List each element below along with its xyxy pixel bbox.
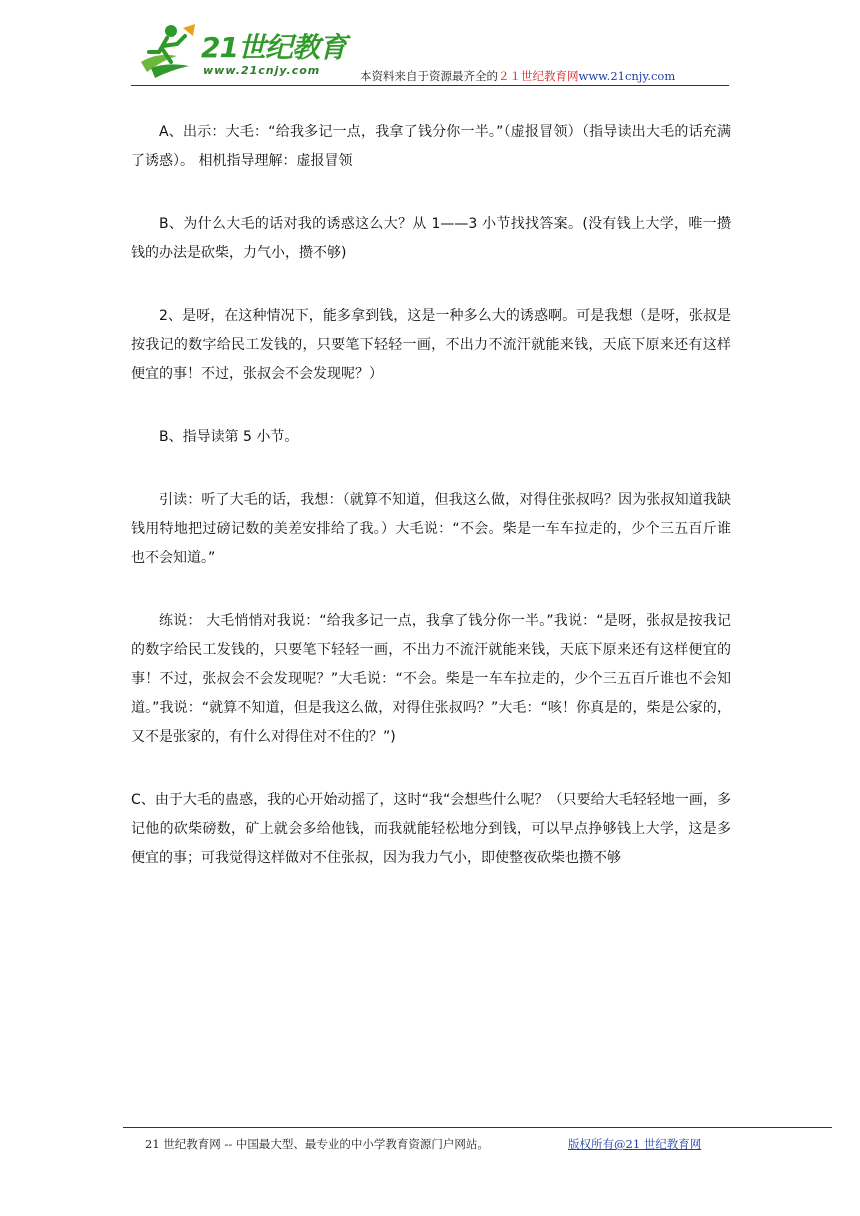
copyright-link[interactable]: 版权所有@21 世纪教育网 <box>568 1137 702 1151</box>
footer-text: 21 世纪教育网 -- 中国最大型、最专业的中小学教育资源门户网站。 <box>145 1137 489 1151</box>
page-header <box>131 20 729 86</box>
logo-url: www.21cnjy.com <box>203 64 321 77</box>
document-body <box>131 118 731 907</box>
paragraph-c: C、由于大毛的蛊惑，我的心开始动摇了，这时“我“会想些什么呢？（只要给大毛轻轻地一画，多记他的砍柴磅数，矿上就会多给他钱，而我就能轻松地分到钱，可以早点挣够钱上大学，这是多便宜的事；可我觉得这样做对不住张叔，因为我力气小，即使整夜砍柴也攒不够 <box>131 792 731 866</box>
paragraph-practice: 练说： 大毛悄悄对我说：“给我多记一点，我拿了钱分你一半。”我说：“是呀，张叔是按我记的数字给民工发钱的，只要笔下轻轻一画，不出力不流汗就能来钱，天底下原来还有这样便宜的事！不过，张叔会不会发现呢？”大毛说：“不会。柴是一车车拉走的，少个三五百斤谁也不会知道。”我说：“就算不知道，但是我这么做，对得住张叔吗？”大毛：“咳！你真是的，柴是公家的，又不是张家的，有什么对得住对不住的？”) <box>131 613 731 745</box>
logo <box>137 20 347 80</box>
footer-divider <box>123 1127 832 1128</box>
running-figure-logo-icon <box>137 22 199 78</box>
paragraph-lead-reading: 引读：听了大毛的话，我想：（就算不知道，但我这么做，对得住张叔吗？因为张叔知道我缺钱用特地把过磅记数的美差安排给了我。）大毛说：“不会。柴是一车车拉走的，少个三五百斤谁也不会知道。” <box>131 492 731 566</box>
paragraph-a: A、出示：大毛：“给我多记一点，我拿了钱分你一半。”（虚报冒领）（指导读出大毛的话充满了诱惑）。 相机指导理解：虚报冒领 <box>131 124 731 169</box>
page-footer <box>145 1136 702 1152</box>
header-divider <box>131 85 729 86</box>
paragraph-b-guide: B、指导读第 5 小节。 <box>159 429 299 445</box>
logo-text: 21世纪教育 <box>201 31 346 64</box>
header-note <box>360 68 675 84</box>
paragraph-b: B、为什么大毛的话对我的诱惑这么大？从 1——3 小节找找答案。(没有钱上大学，唯一攒钱的办法是砍柴，力气小，攒不够) <box>131 216 731 261</box>
header-note-site: ２１世纪教育网 <box>498 69 579 83</box>
header-note-url[interactable]: www.21cnjy.com <box>578 69 676 83</box>
paragraph-2: 2、是呀，在这种情况下，能多拿到钱，这是一种多么大的诱惑啊。可是我想（是呀，张叔是按我记的数字给民工发钱的，只要笔下轻轻一画，不出力不流汗就能来钱，天底下原来还有这样便宜的事！不过，张叔会不会发现呢？） <box>131 308 731 382</box>
header-note-prefix: 本资料来自于资源最齐全的 <box>360 69 498 83</box>
